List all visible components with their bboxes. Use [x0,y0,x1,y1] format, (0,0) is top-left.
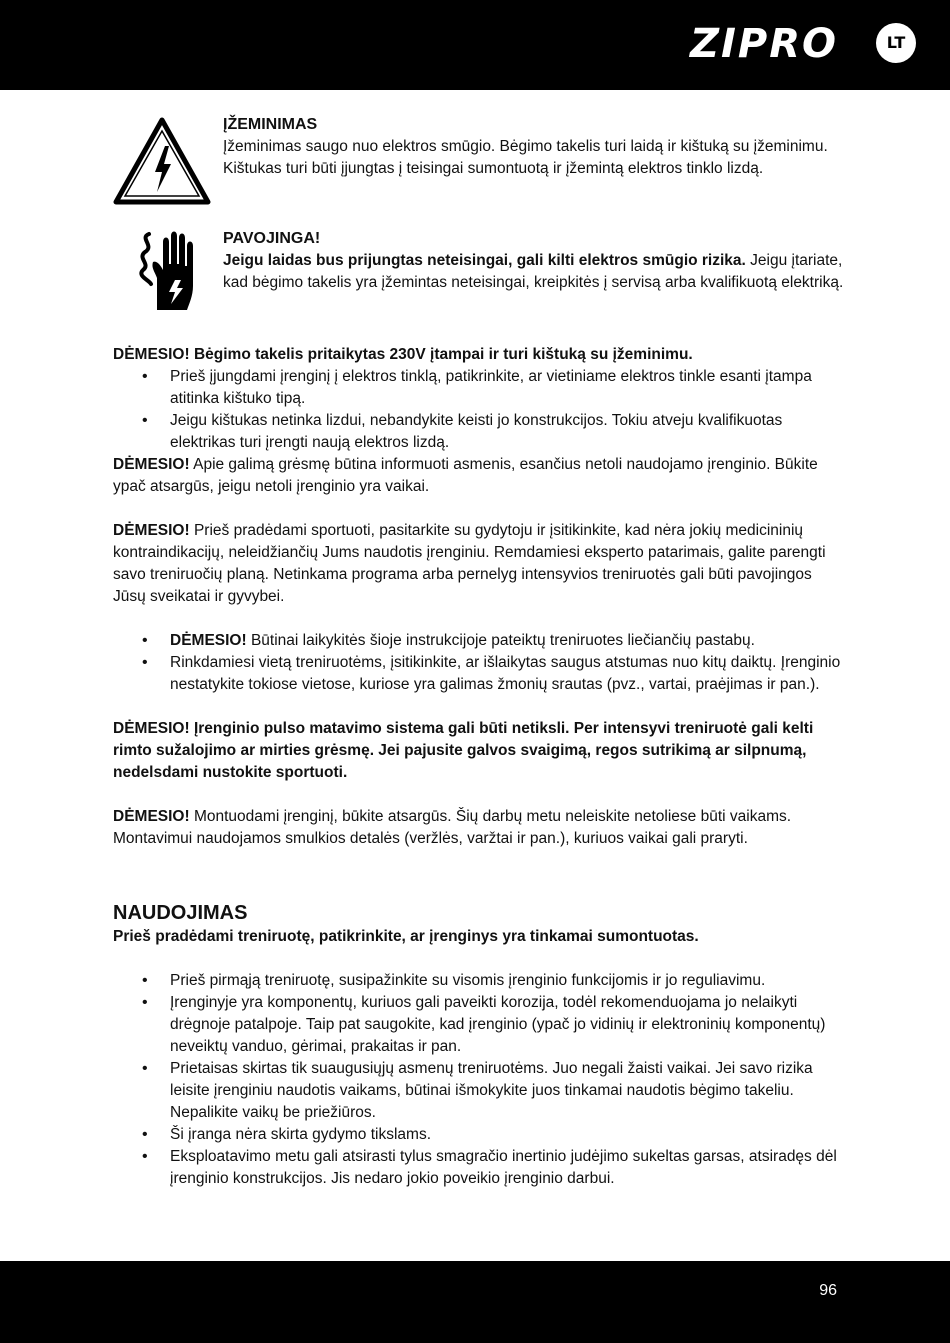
warning-pulse [113,718,848,784]
list-item: • Prieš pirmąją treniruotę, susipažinkite su visomis įrenginio funkcijomis ir jo reguliavimu. [113,970,848,992]
header-bar [0,0,950,90]
brand-logo: ZIPRO [689,21,838,67]
usage-subtitle [113,926,848,948]
danger-text: Jeigu įtariate, kad bėgimo takelis yra įžemintas neteisingai, kreipkitės į servisą arba kvalifikuotą elektriką. [223,252,844,291]
list-item: • Jeigu kištukas netinka lizdui, nebandykite keisti jo konstrukcijos. Tokiu atveju kvalifikuotas elektrikas turi įrengti naują elektros lizdą. [113,410,848,454]
warning-bystanders-text: Apie galimą grėsmę būtina informuoti asmenis, esančius netoli naudojamo įrenginio. Būkite ypač atsargūs, jeigu netoli įrenginio yra vaikai. [113,456,818,495]
list-item: • Įrenginyje yra komponentų, kuriuos gali paveikti korozija, todėl rekomenduojama jo nelaikyti drėgnoje patalpoje. Taip pat saugokite, kad įrenginio (ypač jo vidinių ir elektroninių komponentų) neveiktų vanduo, gėrimai, prakaitas ir pan. [113,992,848,1058]
warning-pulse-bold: Įrenginio pulso matavimo sistema gali būti netiksli. Per intensyvi treniruotė gali kelti rimto sužalojimo ar mirties grėsmę. Jei pajusite galvos svaigimą, regos sutrikimą ar silpnumą, nedelsdami nustokite sportuoti. [113,720,814,781]
voltage-list [113,366,848,454]
warning-voltage-bold: Bėgimo takelis pritaikytas 230V įtampai ir turi kištuką su įžeminimu. [189,346,693,363]
danger-paragraph [223,250,848,294]
warning-label: DĖMESIO! [113,720,190,737]
list-item: • Ši įranga nėra skirta gydymo tikslams. [113,1124,848,1146]
usage-list [113,970,848,1190]
list-item: • Rinkdamiesi vietą treniruotėms, įsitikinkite, ar išlaikytas saugus atstumas nuo kitų daiktų. Įrenginio nestatykite tokiose vietose, kuriose yra galimas žmonių srautas (pvz., vartai, praėjimas ir pan.). [113,652,848,696]
warning-voltage [113,344,848,366]
warning-label: DĖMESIO! [113,346,190,363]
warning-doctor [113,520,848,608]
warning-label: DĖMESIO! [113,522,190,539]
list-item: • Eksploatavimo metu gali atsirasti tylus smagračio inertinio judėjimo sukeltas garsas, atsiradęs dėl įrenginio konstrukcijos. Jis nedaro jokio poveikio įrenginio darbui. [113,1146,848,1190]
warning-label: DĖMESIO! [170,632,247,649]
warning-label: DĖMESIO! [113,456,190,473]
electric-shock-hand-icon [129,228,209,312]
grounding-text: Įžeminimas saugo nuo elektros smūgio. Bėgimo takelis turi laidą ir kištuką su įžeminimu. Kištukas turi būti įjungtas į teisingai sumontuotą ir įžemintą elektros tinklo lizdą. [223,138,828,177]
danger-bold: Jeigu laidas bus prijungtas neteisingai, gali kilti elektros smūgio rizika. [223,252,746,269]
warning-bystanders [113,454,848,498]
list-item-text: Būtinai laikykitės šioje instrukcijoje pateiktų treniruotes liečiančių pastabų. [246,632,755,649]
grounding-title: ĮŽEMINIMAS [223,116,318,133]
list-item: • Prieš įjungdami įrenginį į elektros tinklą, patikrinkite, ar vietiniame elektros tinkle esanti įtampa atitinka kištuko tipą. [113,366,848,410]
page-number: 96 [819,1282,837,1299]
list-item: • Prietaisas skirtas tik suaugusiųjų asmenų treniruotėms. Juo negali žaisti vaikai. Jei savo rizika leisite įrenginiu naudotis vaikams, būtinai išmokykite juos tinkamai naudotis bėgimo takeliu. Nepalikite vaikų be priežiūros. [113,1058,848,1124]
grounding-section [113,114,848,210]
language-badge: LT [876,23,916,63]
footer-bar [0,1261,950,1343]
usage-title: NAUDOJIMAS [113,902,248,924]
high-voltage-warning-icon [113,116,211,206]
warning-label: DĖMESIO! [113,808,190,825]
warning-assembly-text: Montuodami įrenginį, būkite atsargūs. Šių darbų metu neleiskite netoliese būti vaikams. Montavimui naudojamos smulkios detalės (veržlės, varžtai ir pan.), kuriuos vaikai gali praryti. [113,808,792,847]
danger-title: PAVOJINGA! [223,230,321,247]
warning-assembly [113,806,848,850]
usage-subtitle-bold: Prieš pradėdami treniruotę, patikrinkite, ar įrenginys yra tinkamai sumontuotas. [113,928,699,945]
training-list [113,630,848,696]
danger-section [113,228,848,326]
page-content [113,114,848,1190]
warning-doctor-text: Prieš pradėdami sportuoti, pasitarkite su gydytoju ir įsitikinkite, kad nėra jokių medicininių kontraindikacijų, neleidžiančių Jums naudotis įrenginiu. Remdamiesi eksperto patarimais, galite parengti savo treniruočių planą. Netinkama programa arba pernelyg intensyvios treniruotės gali būti pavojingos Jūsų sveikatai ir gyvybei. [113,522,826,605]
list-item [113,630,848,652]
